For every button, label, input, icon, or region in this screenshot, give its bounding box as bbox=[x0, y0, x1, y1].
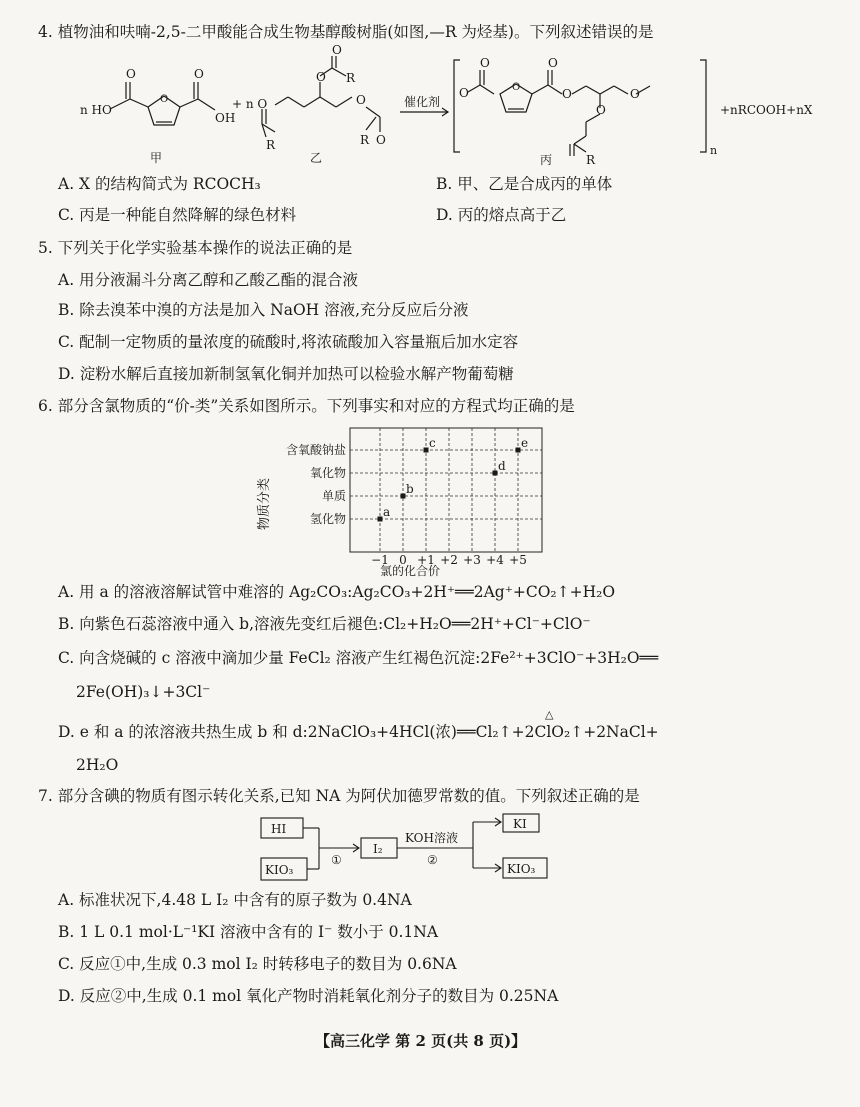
q7-option-b: B. 1 L 0.1 mol·L⁻¹KI 溶液中含有的 I⁻ 数小于 0.1NA bbox=[58, 923, 439, 941]
data-point-a bbox=[378, 517, 383, 522]
q4-option-b: B. 甲、乙是合成丙的单体 bbox=[436, 175, 613, 193]
atom-o: O bbox=[332, 43, 342, 57]
atom-o: O bbox=[562, 87, 572, 101]
q7-option-a: A. 标准状况下,4.48 L I₂ 中含有的原子数为 0.4NA bbox=[58, 891, 412, 909]
label-oh: OH bbox=[215, 111, 236, 125]
q4-option-d: D. 丙的熔点高于乙 bbox=[436, 206, 567, 224]
page-footer: 【高三化学 第 2 页(共 8 页)】 bbox=[315, 1032, 527, 1050]
y-tick-label: 氢化物 bbox=[309, 512, 346, 526]
atom-o: O bbox=[356, 93, 366, 107]
products-label: +nRCOOH+nX bbox=[720, 103, 813, 117]
atom-r: R bbox=[346, 71, 356, 85]
q4-reaction-diagram bbox=[70, 43, 830, 167]
atom-o: O bbox=[630, 87, 640, 101]
flow-hi: HI bbox=[271, 822, 287, 836]
q4-stem: 4. 植物油和呋喃-2,5-二甲酸能合成生物基醇酸树脂(如图,—R 为烃基)。下列叙述错误的是 bbox=[38, 23, 654, 41]
x-tick-label: +3 bbox=[463, 553, 481, 567]
subscript-n: n bbox=[710, 144, 718, 157]
x-tick-label: 0 bbox=[399, 553, 407, 567]
q6-option-d-line1: D. e 和 a 的浓溶液共热生成 b 和 d:2NaClO₃+4HCl(浓)══Cl₂↑+2ClO₂↑+2NaCl+ bbox=[58, 723, 659, 741]
y-tick-label: 含氧酸钠盐 bbox=[285, 443, 346, 457]
q6-option-c-line2: 2Fe(OH)₃↓+3Cl⁻ bbox=[76, 683, 211, 701]
x-tick-label: +5 bbox=[509, 553, 527, 567]
q6-option-d-line2: 2H₂O bbox=[76, 756, 119, 774]
atom-o: O bbox=[194, 67, 204, 81]
atom-r: R bbox=[266, 138, 276, 152]
data-point-b bbox=[401, 494, 406, 499]
q5-option-b: B. 除去溴苯中溴的方法是加入 NaOH 溶液,充分反应后分液 bbox=[58, 301, 469, 319]
x-axis-title: 氯的化合价 bbox=[380, 564, 441, 578]
q6-option-a: A. 用 a 的溶液溶解试管中难溶的 Ag₂CO₃:Ag₂CO₃+2H⁺══2Ag⁺+CO₂↑+H₂O bbox=[58, 583, 616, 601]
data-point-label: d bbox=[498, 459, 506, 473]
q5-option-a: A. 用分液漏斗分离乙醇和乙酸乙酯的混合液 bbox=[58, 271, 359, 289]
q4-option-a: A. X 的结构简式为 RCOCH₃ bbox=[58, 175, 261, 193]
flow-ki: KI bbox=[513, 817, 527, 831]
atom-o: O bbox=[512, 82, 521, 93]
q7-iodine-flow-diagram bbox=[255, 812, 555, 884]
q5-option-c: C. 配制一定物质的量浓度的硫酸时,将浓硫酸加入容量瓶后加水定容 bbox=[58, 333, 519, 351]
atom-o: O bbox=[126, 67, 136, 81]
q6-option-b: B. 向紫色石蕊溶液中通入 b,溶液先变红后褪色:Cl₂+H₂O══2H⁺+Cl⁻+ClO⁻ bbox=[58, 615, 591, 633]
atom-o: O bbox=[160, 94, 169, 105]
data-point-e bbox=[516, 448, 521, 453]
label-plus-n: + n O bbox=[232, 97, 268, 111]
atom-o: O bbox=[480, 56, 490, 70]
data-point-c bbox=[424, 448, 429, 453]
data-point-label: e bbox=[521, 436, 529, 450]
chart-frame bbox=[350, 428, 542, 552]
q6-stem: 6. 部分含氯物质的“价-类”关系如图所示。下列事实和对应的方程式均正确的是 bbox=[38, 397, 575, 415]
atom-r: R bbox=[360, 133, 370, 147]
q7-stem: 7. 部分含碘的物质有图示转化关系,已知 NA 为阿伏加德罗常数的值。下列叙述正确的是 bbox=[38, 787, 640, 805]
q7-option-d: D. 反应②中,生成 0.1 mol 氧化产物时消耗氧化剂分子的数目为 0.25NA bbox=[58, 987, 559, 1005]
flow-step1: ① bbox=[331, 853, 342, 867]
flow-kio3-out: KIO₃ bbox=[507, 862, 536, 876]
flow-i2: I₂ bbox=[373, 842, 383, 856]
data-point-d bbox=[493, 471, 498, 476]
atom-r: R bbox=[586, 153, 596, 167]
atom-o: O bbox=[376, 133, 386, 147]
y-tick-label: 单质 bbox=[321, 489, 346, 503]
y-tick-label: 氧化物 bbox=[309, 466, 346, 480]
flow-step2: ② bbox=[427, 853, 438, 867]
data-point-label: b bbox=[406, 482, 414, 496]
label-jia: 甲 bbox=[150, 151, 163, 165]
q5-stem: 5. 下列关于化学实验基本操作的说法正确的是 bbox=[38, 239, 353, 257]
q5-option-d: D. 淀粉水解后直接加新制氢氧化铜并加热可以检验水解产物葡萄糖 bbox=[58, 365, 514, 383]
x-tick-label: −1 bbox=[371, 553, 389, 567]
label-nho: n HO bbox=[80, 103, 112, 117]
atom-o: O bbox=[316, 70, 326, 84]
flow-kio3-in: KIO₃ bbox=[265, 863, 294, 877]
atom-o: O bbox=[596, 103, 606, 117]
data-point-label: c bbox=[429, 436, 436, 450]
q4-option-c: C. 丙是一种能自然降解的绿色材料 bbox=[58, 206, 297, 224]
label-bing: 丙 bbox=[540, 153, 553, 167]
q7-option-c: C. 反应①中,生成 0.3 mol I₂ 时转移电子的数目为 0.6NA bbox=[58, 955, 457, 973]
catalyst-label: 催化剂 bbox=[404, 95, 441, 109]
heat-symbol: △ bbox=[545, 708, 554, 721]
q6-valence-class-chart bbox=[250, 422, 570, 580]
label-yi: 乙 bbox=[310, 151, 323, 165]
atom-o: O bbox=[459, 86, 469, 100]
x-tick-label: +2 bbox=[440, 553, 458, 567]
flow-reagent: KOH溶液 bbox=[405, 831, 458, 845]
x-tick-label: +4 bbox=[486, 553, 504, 567]
q6-option-c-line1: C. 向含烧碱的 c 溶液中滴加少量 FeCl₂ 溶液产生红褐色沉淀:2Fe²⁺+3ClO⁻+3H₂O══ bbox=[58, 649, 659, 667]
y-axis-title: 物质分类 bbox=[257, 477, 272, 530]
data-point-label: a bbox=[383, 505, 391, 519]
atom-o: O bbox=[548, 56, 558, 70]
x-tick-label: +1 bbox=[417, 553, 435, 567]
